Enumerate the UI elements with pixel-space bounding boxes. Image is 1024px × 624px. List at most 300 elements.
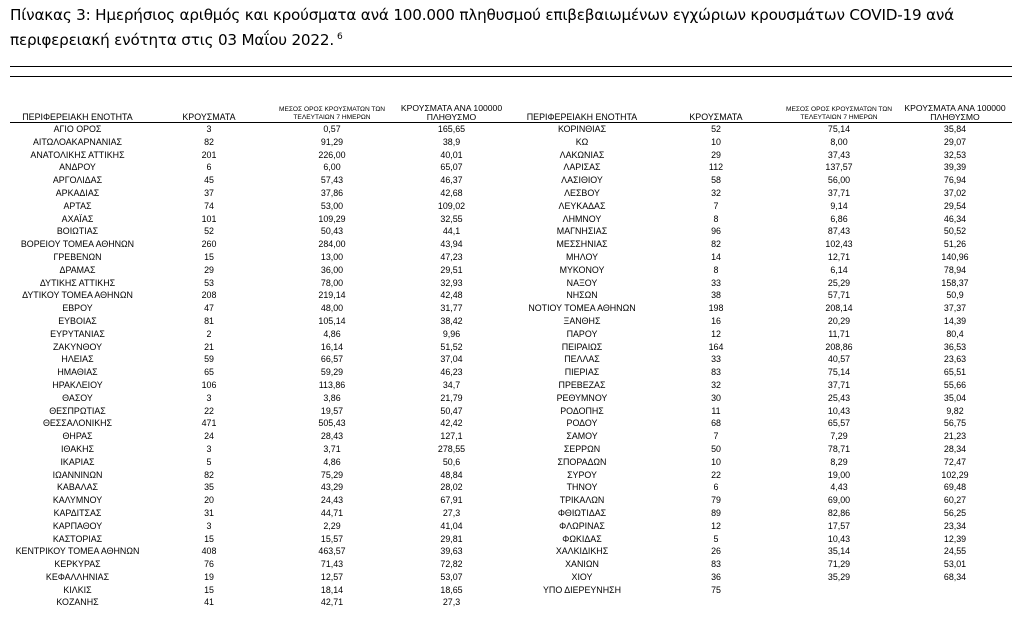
table-row xyxy=(10,123,512,136)
table-row xyxy=(512,225,1012,238)
region-cell: ΘΗΡΑΣ xyxy=(62,431,93,442)
cases-cell: 201 xyxy=(201,149,217,160)
table-row xyxy=(512,469,1012,482)
cases-cell: 7 xyxy=(713,200,719,211)
avg7-cell: 2,29 xyxy=(323,520,341,531)
cases-cell: 38 xyxy=(711,290,721,301)
regions-table-left xyxy=(10,98,512,609)
avg7-cell: 19,57 xyxy=(320,405,344,416)
region-cell: ΣΠΟΡΑΔΩΝ xyxy=(557,456,607,467)
table-row xyxy=(512,123,1012,136)
cases-cell: 33 xyxy=(711,277,721,288)
avg7-cell: 105,14 xyxy=(318,315,346,326)
avg7-cell: 71,43 xyxy=(320,559,344,570)
caption-footnote: 6 xyxy=(336,32,343,42)
region-cell: ΡΟΔΟΥ xyxy=(566,418,598,429)
avg7-cell: 37,43 xyxy=(827,149,851,160)
cases-cell: 81 xyxy=(204,315,214,326)
table-row xyxy=(10,341,512,354)
region-cell: ΘΑΣΟΥ xyxy=(62,392,93,403)
table-row xyxy=(512,405,1012,418)
cases-cell: 106 xyxy=(201,379,217,390)
table-row xyxy=(512,341,1012,354)
region-cell: ΥΠΟ ΔΙΕΡΕΥΝΗΣΗ xyxy=(543,584,621,595)
per100k-cell: 78,94 xyxy=(943,264,967,275)
region-cell: ΛΕΥΚΑΔΑΣ xyxy=(558,200,606,211)
header-avg7: ΜΕΣΟΣ ΟΡΟΣ ΚΡΟΥΣΜΑΤΩΝ ΤΩΝ ΤΕΛΕΥΤΑΙΩΝ 7 ΗΜΕΡΩΝ xyxy=(780,98,898,123)
cases-cell: 29 xyxy=(711,149,721,160)
region-cell: ΚΑΣΤΟΡΙΑΣ xyxy=(52,533,103,544)
cases-cell: 5 xyxy=(206,456,212,467)
avg7-cell: 37,71 xyxy=(827,187,851,198)
per100k-cell: 39,63 xyxy=(440,546,463,557)
cases-cell: 74 xyxy=(204,200,214,211)
per100k-cell: 65,51 xyxy=(943,367,967,378)
region-cell: ΑΧΑΪΑΣ xyxy=(61,213,94,224)
region-cell: ΛΑΣΙΘΙΟΥ xyxy=(561,175,603,186)
cases-cell: 3 xyxy=(206,520,212,531)
table-row xyxy=(512,520,1012,533)
region-cell: ΜΑΓΝΗΣΙΑΣ xyxy=(556,226,608,237)
per100k-cell: 50,9 xyxy=(946,290,964,301)
region-cell: ΣΥΡΟΥ xyxy=(567,469,597,480)
avg7-cell: 8,00 xyxy=(830,136,848,147)
avg7-cell: 56,00 xyxy=(827,175,851,186)
cases-cell: 26 xyxy=(711,546,721,557)
cases-cell: 2 xyxy=(206,328,212,339)
avg7-cell: 6,14 xyxy=(830,264,848,275)
region-cell: ΣΕΡΡΩΝ xyxy=(563,443,601,454)
per100k-cell: 68,34 xyxy=(943,571,967,582)
avg7-cell: 109,29 xyxy=(318,213,346,224)
header-cases: ΚΡΟΥΣΜΑΤΑ xyxy=(652,98,780,123)
table-row xyxy=(10,315,512,328)
per100k-cell: 21,79 xyxy=(440,392,463,403)
cases-cell: 15 xyxy=(204,533,214,544)
avg7-cell: 78,00 xyxy=(320,277,344,288)
table-row xyxy=(512,379,1012,392)
avg7-cell: 35,14 xyxy=(827,546,851,557)
table-row xyxy=(512,289,1012,302)
region-cell: ΜΕΣΣΗΝΙΑΣ xyxy=(556,239,608,250)
region-cell: ΜΥΚΟΝΟΥ xyxy=(559,264,605,275)
cases-cell: 3 xyxy=(206,443,212,454)
region-cell: ΠΕΛΛΑΣ xyxy=(564,354,600,365)
header-per100k: ΚΡΟΥΣΜΑΤΑ ΑΝΑ 100000 ΠΛΗΘΥΣΜΟ xyxy=(898,98,1012,123)
region-cell: ΚΑΡΠΑΘΟΥ xyxy=(52,520,103,531)
table-row xyxy=(10,174,512,187)
table-row xyxy=(512,584,1012,597)
per100k-cell: 27,3 xyxy=(442,597,461,608)
table-row xyxy=(10,161,512,174)
avg7-cell: 7,29 xyxy=(830,431,848,442)
region-cell: ΓΡΕΒΕΝΩΝ xyxy=(53,251,102,262)
cases-cell: 12 xyxy=(711,328,721,339)
per100k-cell: 69,48 xyxy=(943,482,967,493)
header-per100k: ΚΡΟΥΣΜΑΤΑ ΑΝΑ 100000 ΠΛΗΘΥΣΜΟ xyxy=(391,98,512,123)
avg7-cell: 66,57 xyxy=(320,354,344,365)
region-cell: ΛΕΣΒΟΥ xyxy=(564,187,600,198)
per100k-cell: 42,68 xyxy=(440,187,463,198)
table-header-row xyxy=(10,98,512,123)
region-cell: ΧΑΛΚΙΔΙΚΗΣ xyxy=(555,546,609,557)
cases-cell: 76 xyxy=(204,559,214,570)
per100k-cell: 38,42 xyxy=(440,315,463,326)
table-row xyxy=(10,238,512,251)
region-cell: ΠΙΕΡΙΑΣ xyxy=(564,367,600,378)
per100k-cell xyxy=(898,584,1012,597)
table-row xyxy=(10,481,512,494)
cases-cell: 29 xyxy=(204,264,214,275)
cases-cell: 14 xyxy=(711,251,721,262)
avg7-cell: 208,14 xyxy=(825,303,853,314)
table-row xyxy=(10,149,512,162)
per100k-cell: 36,53 xyxy=(943,341,967,352)
per100k-cell: 80,4 xyxy=(946,328,964,339)
table-row xyxy=(10,520,512,533)
avg7-cell: 43,29 xyxy=(320,482,344,493)
table-row xyxy=(512,456,1012,469)
avg7-cell: 102,43 xyxy=(825,239,853,250)
cases-cell: 16 xyxy=(711,315,721,326)
avg7-cell: 6,86 xyxy=(830,213,848,224)
header-avg7: ΜΕΣΟΣ ΟΡΟΣ ΚΡΟΥΣΜΑΤΩΝ ΤΩΝ ΤΕΛΕΥΤΑΙΩΝ 7 ΗΜΕΡΩΝ xyxy=(273,98,391,123)
avg7-cell: 24,43 xyxy=(320,495,344,506)
per100k-cell: 53,07 xyxy=(440,571,463,582)
avg7-cell: 13,00 xyxy=(320,251,344,262)
region-cell: ΠΑΡΟΥ xyxy=(566,328,598,339)
cases-cell: 53 xyxy=(204,277,214,288)
cases-cell: 59 xyxy=(204,354,214,365)
region-cell: ΚΑΛΥΜΝΟΥ xyxy=(52,495,103,506)
per100k-cell: 46,37 xyxy=(440,175,463,186)
cases-cell: 96 xyxy=(711,226,721,237)
cases-cell: 32 xyxy=(711,379,721,390)
region-cell: ΑΡΚΑΔΙΑΣ xyxy=(55,187,100,198)
per100k-cell: 42,48 xyxy=(440,290,463,301)
region-cell: ΝΗΣΩΝ xyxy=(566,290,598,301)
region-cell: ΔΡΑΜΑΣ xyxy=(59,264,96,275)
avg7-cell: 113,86 xyxy=(318,379,346,390)
region-cell: ΚΑΡΔΙΤΣΑΣ xyxy=(53,507,102,518)
per100k-cell: 9,96 xyxy=(442,328,461,339)
table-row xyxy=(512,558,1012,571)
avg7-cell: 10,43 xyxy=(827,405,851,416)
avg7-cell: 19,00 xyxy=(827,469,851,480)
table-row xyxy=(512,277,1012,290)
region-cell: ΤΗΝΟΥ xyxy=(566,482,598,493)
table-row xyxy=(10,443,512,456)
region-cell: ΞΑΝΘΗΣ xyxy=(563,315,601,326)
avg7-cell: 37,71 xyxy=(827,379,851,390)
table-row xyxy=(512,161,1012,174)
avg7-cell: 91,29 xyxy=(320,136,344,147)
table-row xyxy=(10,571,512,584)
per100k-cell: 43,94 xyxy=(440,239,463,250)
region-cell: ΚΙΛΚΙΣ xyxy=(63,584,92,595)
cases-cell: 89 xyxy=(711,507,721,518)
avg7-cell: 75,14 xyxy=(827,367,851,378)
per100k-cell: 32,55 xyxy=(440,213,463,224)
avg7-cell xyxy=(780,584,898,597)
table-row xyxy=(10,136,512,149)
region-cell: ΔΥΤΙΚΟΥ ΤΟΜΕΑ ΑΘΗΝΩΝ xyxy=(22,290,133,301)
avg7-cell: 37,86 xyxy=(320,187,344,198)
avg7-cell: 42,71 xyxy=(320,597,344,608)
region-cell: ΘΕΣΠΡΩΤΙΑΣ xyxy=(49,405,106,416)
avg7-cell: 8,29 xyxy=(830,456,848,467)
avg7-cell: 16,14 xyxy=(320,341,344,352)
cases-cell: 45 xyxy=(204,175,214,186)
cases-cell: 15 xyxy=(204,251,214,262)
table-row xyxy=(512,443,1012,456)
table-row xyxy=(512,174,1012,187)
cases-cell: 32 xyxy=(711,187,721,198)
avg7-cell: 226,00 xyxy=(318,149,346,160)
avg7-cell: 137,57 xyxy=(825,162,853,173)
per100k-cell: 29,51 xyxy=(440,264,463,275)
table-row xyxy=(512,149,1012,162)
table-row xyxy=(10,200,512,213)
avg7-cell: 65,57 xyxy=(827,418,851,429)
per100k-cell: 50,52 xyxy=(943,226,967,237)
region-cell: ΙΘΑΚΗΣ xyxy=(61,443,94,454)
per100k-cell: 37,37 xyxy=(943,303,967,314)
per100k-cell: 38,9 xyxy=(442,136,461,147)
region-cell: ΛΑΚΩΝΙΑΣ xyxy=(559,149,605,160)
table-row xyxy=(10,494,512,507)
per100k-cell: 55,66 xyxy=(943,379,967,390)
region-cell: ΙΩΑΝΝΙΝΩΝ xyxy=(52,469,103,480)
region-cell: ΚΟΡΙΝΘΙΑΣ xyxy=(557,124,607,134)
cases-cell: 83 xyxy=(711,559,721,570)
table-row xyxy=(10,187,512,200)
region-cell: ΗΛΕΙΑΣ xyxy=(61,354,94,365)
avg7-cell: 9,14 xyxy=(830,200,848,211)
caption-text: Πίνακας 3: Ημερήσιος αριθμός και κρούσματα ανά 100.000 πληθυσμού επιβεβαιωμένων εγχώριων κρουσμάτων COVID-19 ανά περιφερειακή ενότητα στις 03 Μαΐου 2022. xyxy=(10,6,954,49)
region-cell: ΧΙΟΥ xyxy=(571,571,593,582)
avg7-cell: 12,71 xyxy=(827,251,851,262)
per100k-cell: 9,82 xyxy=(946,405,964,416)
region-cell: ΠΡΕΒΕΖΑΣ xyxy=(558,379,606,390)
cases-cell: 5 xyxy=(713,533,719,544)
per100k-cell: 158,37 xyxy=(941,277,969,288)
cases-cell: 47 xyxy=(204,303,214,314)
per100k-cell: 51,26 xyxy=(943,239,967,250)
cases-cell: 19 xyxy=(204,571,214,582)
table-row xyxy=(512,238,1012,251)
cases-cell: 408 xyxy=(201,546,217,557)
cases-cell: 31 xyxy=(204,507,214,518)
cases-cell: 20 xyxy=(204,495,214,506)
per100k-cell: 67,91 xyxy=(440,495,463,506)
region-cell: ΗΜΑΘΙΑΣ xyxy=(57,367,98,378)
table-row xyxy=(10,264,512,277)
region-cell: ΔΥΤΙΚΗΣ ΑΤΤΙΚΗΣ xyxy=(39,277,116,288)
region-cell: ΜΗΛΟΥ xyxy=(565,251,599,262)
cases-cell: 8 xyxy=(713,264,719,275)
avg7-cell: 75,29 xyxy=(320,469,344,480)
cases-cell: 101 xyxy=(201,213,217,224)
avg7-cell: 53,00 xyxy=(320,200,344,211)
region-cell: ΝΟΤΙΟΥ ΤΟΜΕΑ ΑΘΗΝΩΝ xyxy=(528,303,636,314)
cases-cell: 37 xyxy=(204,187,214,198)
avg7-cell: 0,57 xyxy=(323,124,341,134)
region-cell: ΕΒΡΟΥ xyxy=(62,303,93,314)
table-caption xyxy=(10,4,1020,51)
avg7-cell: 284,00 xyxy=(318,239,346,250)
table-row xyxy=(512,328,1012,341)
cases-cell: 12 xyxy=(711,520,721,531)
avg7-cell: 87,43 xyxy=(827,226,851,237)
per100k-cell: 127,1 xyxy=(440,431,463,442)
avg7-cell: 11,71 xyxy=(828,328,850,339)
region-cell: ΗΡΑΚΛΕΙΟΥ xyxy=(52,379,103,390)
region-cell: ΚΕΡΚΥΡΑΣ xyxy=(54,559,101,570)
table-row xyxy=(10,545,512,558)
region-cell: ΑΡΤΑΣ xyxy=(63,200,92,211)
per100k-cell: 41,04 xyxy=(440,520,463,531)
per100k-cell: 72,47 xyxy=(943,456,967,467)
avg7-cell: 208,86 xyxy=(825,341,853,352)
cases-cell: 24 xyxy=(204,431,214,442)
per100k-cell: 47,23 xyxy=(440,251,463,262)
per100k-cell: 278,55 xyxy=(437,443,466,454)
table-row xyxy=(512,251,1012,264)
per100k-cell: 53,01 xyxy=(943,559,967,570)
per100k-cell: 50,47 xyxy=(440,405,463,416)
cases-cell: 15 xyxy=(204,584,214,595)
per100k-cell: 18,65 xyxy=(440,584,463,595)
cases-cell: 83 xyxy=(711,367,721,378)
cases-cell: 7 xyxy=(713,431,719,442)
region-cell: ΡΟΔΟΠΗΣ xyxy=(560,405,604,416)
cases-cell: 82 xyxy=(204,136,214,147)
per100k-cell: 56,75 xyxy=(943,418,967,429)
per100k-cell: 39,39 xyxy=(943,162,967,173)
avg7-cell: 75,14 xyxy=(827,124,851,134)
table-row xyxy=(512,353,1012,366)
cases-cell: 36 xyxy=(711,571,721,582)
avg7-cell: 69,00 xyxy=(827,495,851,506)
cases-cell: 260 xyxy=(201,239,217,250)
table-row xyxy=(10,302,512,315)
per100k-cell: 46,34 xyxy=(943,213,967,224)
avg7-cell: 20,29 xyxy=(827,315,851,326)
per100k-cell: 140,96 xyxy=(941,251,969,262)
avg7-cell: 18,14 xyxy=(320,584,344,595)
per100k-cell: 32,53 xyxy=(943,149,967,160)
region-cell: ΦΩΚΙΔΑΣ xyxy=(562,533,602,544)
avg7-cell: 463,57 xyxy=(318,546,346,557)
table-row xyxy=(512,213,1012,226)
per100k-cell: 65,07 xyxy=(440,162,463,173)
cases-cell: 68 xyxy=(711,418,721,429)
table-row xyxy=(10,596,512,609)
cases-cell: 8 xyxy=(713,213,719,224)
region-cell: ΚΑΒΑΛΑΣ xyxy=(56,482,98,493)
table-row xyxy=(10,379,512,392)
avg7-cell: 17,57 xyxy=(827,520,851,531)
per100k-cell: 48,84 xyxy=(440,469,463,480)
avg7-cell: 3,86 xyxy=(323,392,341,403)
table-row xyxy=(10,277,512,290)
cases-cell: 41 xyxy=(204,597,214,608)
cases-cell: 52 xyxy=(204,226,214,237)
per100k-cell: 76,94 xyxy=(943,175,967,186)
per100k-cell: 51,52 xyxy=(440,341,463,352)
table-header-row xyxy=(512,98,1012,123)
per100k-cell: 46,23 xyxy=(440,367,463,378)
avg7-cell: 57,43 xyxy=(320,175,344,186)
table-row xyxy=(10,405,512,418)
cases-cell: 33 xyxy=(711,354,721,365)
table-row xyxy=(512,392,1012,405)
region-cell: ΑΓΙΟ ΟΡΟΣ xyxy=(53,124,102,134)
per100k-cell: 29,81 xyxy=(440,533,463,544)
per100k-cell: 109,02 xyxy=(437,200,466,211)
table-row xyxy=(10,417,512,430)
table-row xyxy=(512,417,1012,430)
region-cell: ΙΚΑΡΙΑΣ xyxy=(60,456,95,467)
per100k-cell: 34,7 xyxy=(442,379,461,390)
avg7-cell: 44,71 xyxy=(320,507,344,518)
region-cell: ΕΥΡΥΤΑΝΙΑΣ xyxy=(50,328,105,339)
header-region: ΠΕΡΙΦΕΡΕΙΑΚΗ ΕΝΟΤΗΤΑ xyxy=(10,98,145,123)
table-row xyxy=(10,225,512,238)
table-row xyxy=(512,187,1012,200)
per100k-cell: 24,55 xyxy=(943,546,967,557)
header-region: ΠΕΡΙΦΕΡΕΙΑΚΗ ΕΝΟΤΗΤΑ xyxy=(512,98,652,123)
avg7-cell: 25,29 xyxy=(827,277,851,288)
regions-table-right xyxy=(512,98,1012,596)
per100k-cell: 35,04 xyxy=(943,392,967,403)
table-row xyxy=(10,213,512,226)
table-row xyxy=(10,430,512,443)
region-cell: ΡΕΘΥΜΝΟΥ xyxy=(556,392,608,403)
per100k-cell: 50,6 xyxy=(442,456,461,467)
region-cell: ΖΑΚΥΝΘΟΥ xyxy=(52,341,103,352)
cases-cell: 6 xyxy=(206,162,212,173)
avg7-cell: 71,29 xyxy=(827,559,851,570)
region-cell: ΛΗΜΝΟΥ xyxy=(562,213,602,224)
avg7-cell: 6,00 xyxy=(323,162,341,173)
cases-cell: 112 xyxy=(708,162,724,173)
table-row xyxy=(10,469,512,482)
avg7-cell: 59,29 xyxy=(320,367,344,378)
per100k-cell: 72,82 xyxy=(440,559,463,570)
cases-cell: 30 xyxy=(711,392,721,403)
region-cell: ΕΥΒΟΙΑΣ xyxy=(58,315,97,326)
region-cell: ΒΟΡΕΙΟΥ ΤΟΜΕΑ ΑΘΗΝΩΝ xyxy=(20,239,135,250)
cases-cell: 52 xyxy=(711,124,721,134)
region-cell: ΘΕΣΣΑΛΟΝΙΚΗΣ xyxy=(42,418,113,429)
table-row xyxy=(10,251,512,264)
per100k-cell: 42,42 xyxy=(440,418,463,429)
avg7-cell: 36,00 xyxy=(320,264,344,275)
per100k-cell: 35,84 xyxy=(943,124,967,134)
avg7-cell: 15,57 xyxy=(320,533,344,544)
region-cell: ΚΕΝΤΡΙΚΟΥ ΤΟΜΕΑ ΑΘΗΝΩΝ xyxy=(15,546,140,557)
region-cell: ΑΝΑΤΟΛΙΚΗΣ ΑΤΤΙΚΗΣ xyxy=(30,149,125,160)
cases-cell: 3 xyxy=(206,124,212,134)
avg7-cell: 25,43 xyxy=(827,392,851,403)
avg7-cell: 28,43 xyxy=(320,431,344,442)
header-cases: ΚΡΟΥΣΜΑΤΑ xyxy=(145,98,273,123)
table-row xyxy=(10,392,512,405)
region-cell: ΛΑΡΙΣΑΣ xyxy=(563,162,601,173)
avg7-cell: 4,86 xyxy=(323,328,341,339)
